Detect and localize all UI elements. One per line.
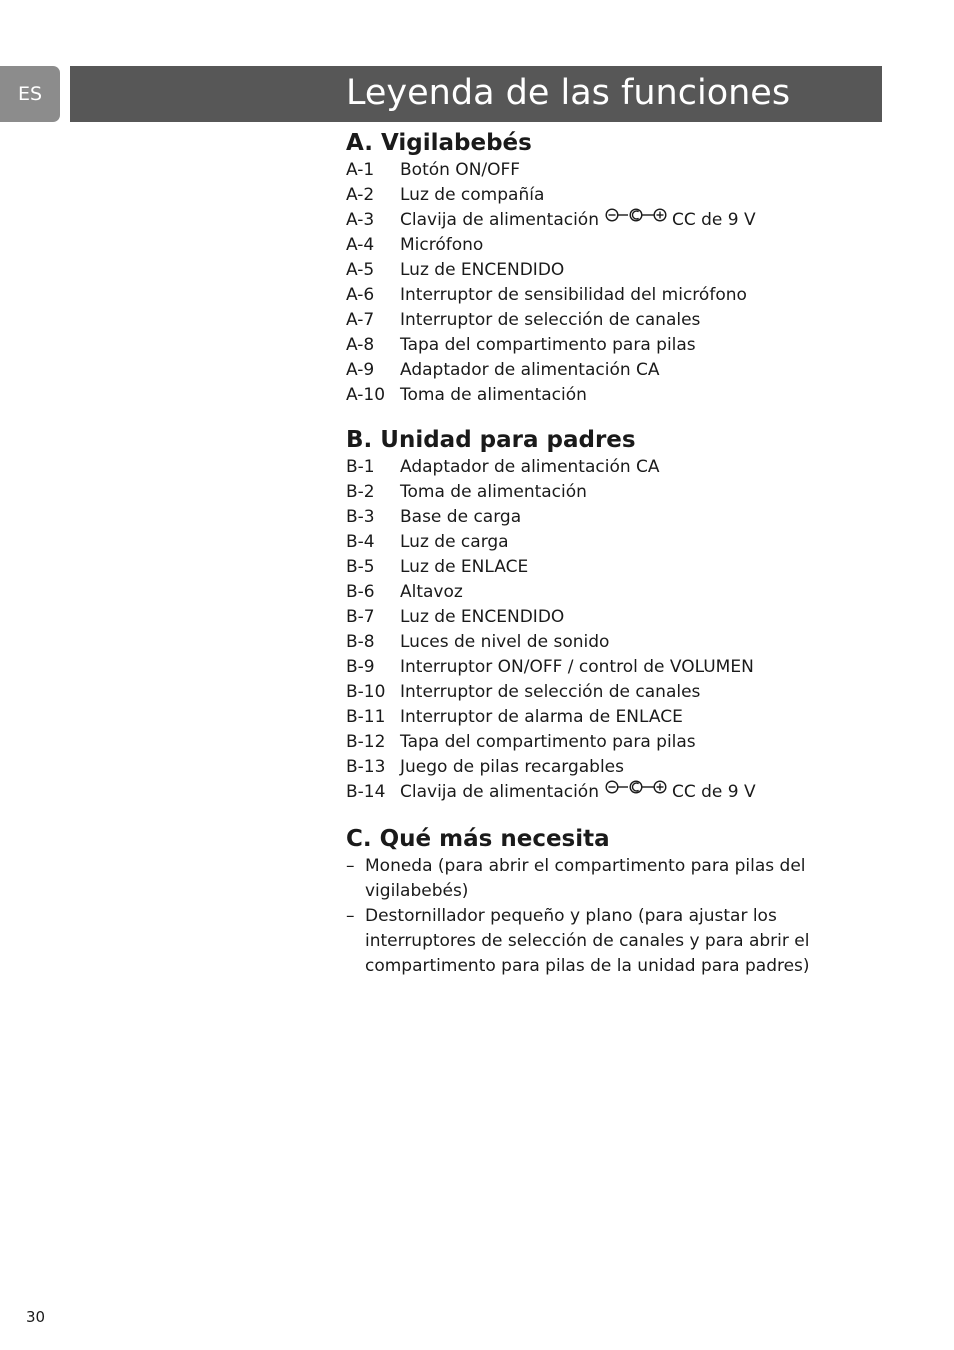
list-item xyxy=(346,730,856,755)
section-heading: B. Unidad para padres xyxy=(346,427,636,453)
item-code: A-6 xyxy=(346,285,375,305)
dc-polarity-icon xyxy=(605,208,667,222)
item-text: Micrófono xyxy=(400,235,484,255)
language-tab: ES xyxy=(0,66,60,122)
title-bar xyxy=(70,66,882,122)
item-code: B-6 xyxy=(346,582,375,602)
list-item xyxy=(346,480,856,505)
item-text: Interruptor ON/OFF / control de VOLUMEN xyxy=(400,657,754,677)
item-text: Adaptador de alimentación CA xyxy=(400,360,660,380)
item-code: B-3 xyxy=(346,507,375,527)
item-text: Altavoz xyxy=(400,582,463,602)
item-code: B-12 xyxy=(346,732,386,752)
item-text: Interruptor de alarma de ENLACE xyxy=(400,707,683,727)
item-text: Luz de ENLACE xyxy=(400,557,529,577)
item-text: Luces de nivel de sonido xyxy=(400,632,610,652)
item-suffix: CC de 9 V xyxy=(671,210,756,230)
list-item xyxy=(346,630,856,655)
item-code: B-14 xyxy=(346,782,386,802)
item-text: Botón ON/OFF xyxy=(400,160,521,180)
item-text: Tapa del compartimento para pilas xyxy=(400,732,696,752)
list-item xyxy=(346,333,856,358)
section-heading: A. Vigilabebés xyxy=(346,130,532,156)
item-text: Moneda (para abrir el compartimento para pilas del vigilabebés) xyxy=(365,856,806,901)
list-item xyxy=(346,208,856,233)
list-item xyxy=(346,283,856,308)
item-code: A-3 xyxy=(346,210,375,230)
section-vigilabebes xyxy=(346,128,856,408)
item-text: Interruptor de selección de canales xyxy=(400,310,701,330)
bullet-dash: – xyxy=(346,906,355,926)
list-item xyxy=(346,780,856,805)
item-text: Adaptador de alimentación CA xyxy=(400,457,660,477)
item-text: Toma de alimentación xyxy=(400,482,587,502)
item-suffix: CC de 9 V xyxy=(671,782,756,802)
item-code: A-10 xyxy=(346,385,386,405)
list-item xyxy=(346,258,856,283)
list-item xyxy=(346,530,856,555)
list-item xyxy=(346,555,856,580)
feature-list xyxy=(346,455,856,805)
item-code: B-5 xyxy=(346,557,375,577)
section-unidad-padres xyxy=(346,425,856,805)
item-code: A-5 xyxy=(346,260,375,280)
list-item xyxy=(346,383,856,408)
bullet-dash: – xyxy=(346,856,355,876)
item-code: B-4 xyxy=(346,532,375,552)
item-code: B-10 xyxy=(346,682,386,702)
item-text: Luz de ENCENDIDO xyxy=(400,260,565,280)
list-item xyxy=(346,854,856,904)
item-text: Clavija de alimentación xyxy=(400,210,599,230)
item-code: B-11 xyxy=(346,707,386,727)
item-text: Toma de alimentación xyxy=(400,385,587,405)
list-item xyxy=(346,605,856,630)
list-item xyxy=(346,505,856,530)
content xyxy=(346,128,856,979)
list-item xyxy=(346,580,856,605)
list-item xyxy=(346,358,856,383)
list-item xyxy=(346,233,856,258)
item-text: Juego de pilas recargables xyxy=(400,757,624,777)
item-text: Base de carga xyxy=(400,507,522,527)
dc-polarity-icon xyxy=(605,780,667,794)
item-code: A-8 xyxy=(346,335,375,355)
item-code: A-9 xyxy=(346,360,375,380)
list-item xyxy=(346,183,856,208)
list-item xyxy=(346,755,856,780)
item-code: B-1 xyxy=(346,457,375,477)
list-item xyxy=(346,705,856,730)
item-code: A-1 xyxy=(346,160,375,180)
item-code: B-7 xyxy=(346,607,375,627)
item-code: B-13 xyxy=(346,757,386,777)
item-code: B-8 xyxy=(346,632,375,652)
list-item xyxy=(346,904,856,979)
item-code: B-9 xyxy=(346,657,375,677)
item-text: Interruptor de selección de canales xyxy=(400,682,701,702)
item-text: Clavija de alimentación xyxy=(400,782,599,802)
item-code: A-2 xyxy=(346,185,375,205)
list-item xyxy=(346,455,856,480)
section-que-mas-necesita xyxy=(346,824,856,979)
page-title: Leyenda de las funciones xyxy=(346,73,791,113)
item-text: Interruptor de sensibilidad del micrófono xyxy=(400,285,747,305)
item-text: Luz de ENCENDIDO xyxy=(400,607,565,627)
requirements-list xyxy=(346,854,856,979)
item-code: A-4 xyxy=(346,235,375,255)
list-item xyxy=(346,655,856,680)
list-item xyxy=(346,158,856,183)
item-text: Luz de carga xyxy=(400,532,509,552)
item-code: A-7 xyxy=(346,310,375,330)
item-text: Luz de compañía xyxy=(400,185,545,205)
item-code: B-2 xyxy=(346,482,375,502)
list-item xyxy=(346,308,856,333)
list-item xyxy=(346,680,856,705)
section-heading: C. Qué más necesita xyxy=(346,826,610,852)
item-text: Destornillador pequeño y plano (para ajustar los interruptores de selección de canales y para abrir el compartimento para pilas de la unidad para padres) xyxy=(365,906,810,976)
page-number: 30 xyxy=(26,1308,46,1326)
feature-list xyxy=(346,158,856,408)
item-text: Tapa del compartimento para pilas xyxy=(400,335,696,355)
